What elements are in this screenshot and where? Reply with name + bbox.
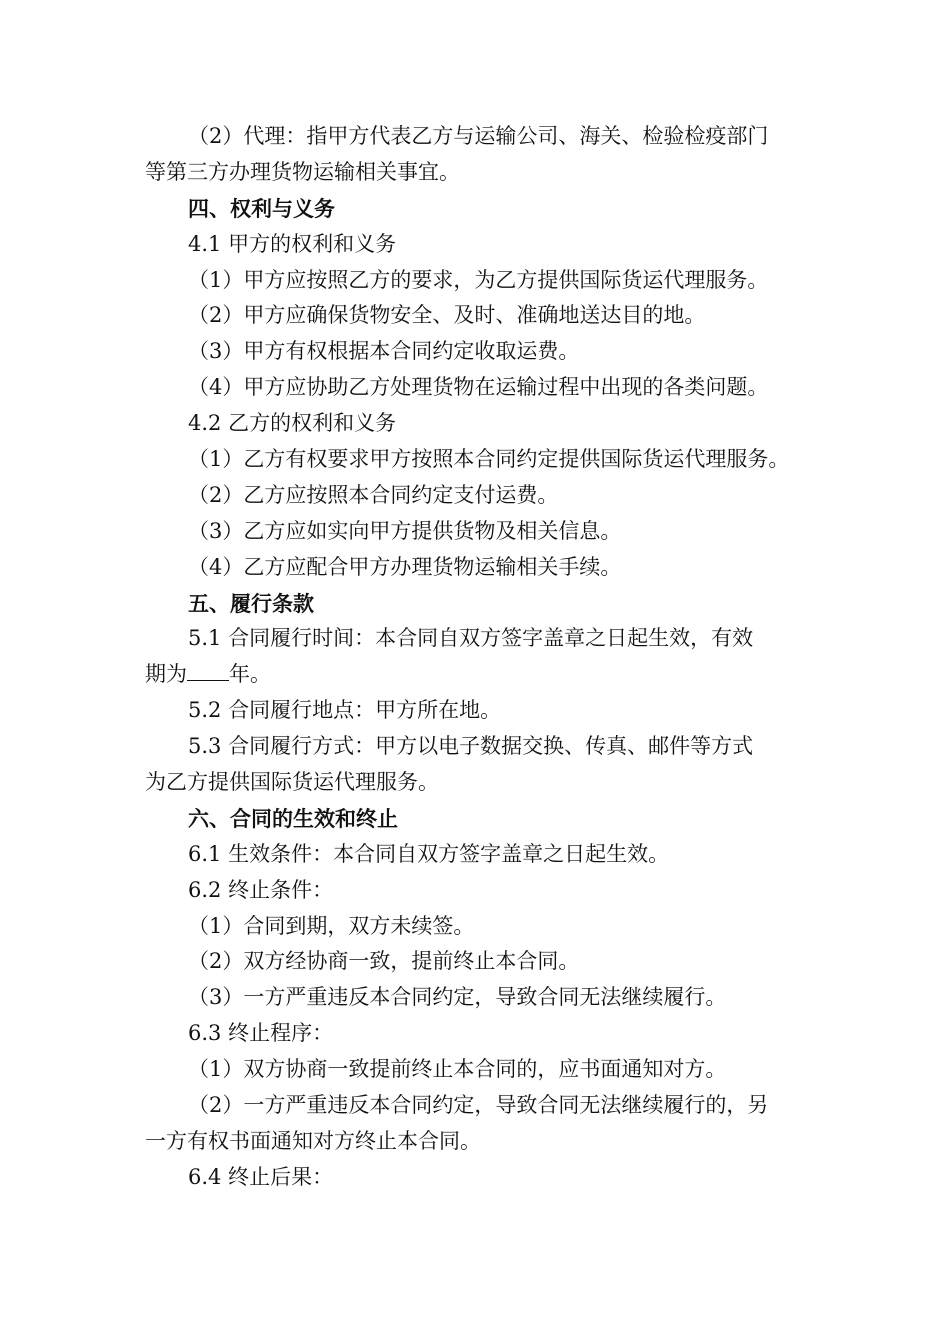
text-line: 5.3 合同履行方式：甲方以电子数据交换、传真、邮件等方式: [188, 734, 754, 759]
text-line: 等第三方办理货物运输相关事宜。: [145, 159, 460, 184]
section-heading-performance: 五、履行条款: [188, 590, 314, 616]
text-line: 5.1 合同履行时间：本合同自双方签字盖章之日起生效，有效: [188, 626, 754, 651]
text-line: （3）乙方应如实向甲方提供货物及相关信息。: [188, 518, 622, 543]
text-line: （1）甲方应按照乙方的要求，为乙方提供国际货运代理服务。: [188, 267, 769, 292]
text-line-with-blank: [145, 657, 815, 693]
text-line: （3）甲方有权根据本合同约定收取运费。: [188, 339, 580, 364]
text-line: 6.1 生效条件：本合同自双方签字盖章之日起生效。: [188, 841, 670, 866]
subsection-heading: 4.1 甲方的权利和义务: [188, 231, 397, 256]
text-line: （2）一方严重违反本合同约定，导致合同无法继续履行的，另: [188, 1093, 769, 1118]
text-line: （3）一方严重违反本合同约定，导致合同无法继续履行。: [188, 985, 727, 1010]
text-line: （2）乙方应按照本合同约定支付运费。: [188, 482, 559, 507]
section-heading-rights-obligations: 四、权利与义务: [188, 195, 335, 221]
text-line: 一方有权书面通知对方终止本合同。: [145, 1128, 481, 1153]
text-line: （4）乙方应配合甲方办理货物运输相关手续。: [188, 554, 622, 579]
text-line: （4）甲方应协助乙方处理货物在运输过程中出现的各类问题。: [188, 375, 769, 400]
document-body: [145, 119, 815, 1196]
text-line: （1）双方协商一致提前终止本合同的，应书面通知对方。: [188, 1057, 727, 1082]
text-line: （2）代理：指甲方代表乙方与运输公司、海关、检验检疫部门: [188, 124, 769, 148]
text-line: （1）合同到期，双方未续签。: [188, 913, 475, 938]
text-line: （2）甲方应确保货物安全、及时、准确地送达目的地。: [188, 303, 706, 328]
subsection-heading: 6.4 终止后果：: [188, 1164, 334, 1189]
text-line: （1）乙方有权要求甲方按照本合同约定提供国际货运代理服务。: [188, 447, 790, 472]
subsection-heading: 6.2 终止条件：: [188, 877, 334, 902]
subsection-heading: 6.3 终止程序：: [188, 1021, 334, 1046]
text-segment: 年。: [229, 662, 271, 687]
text-line: （2）双方经协商一致，提前终止本合同。: [188, 949, 580, 974]
fill-in-blank: [187, 660, 229, 681]
subsection-heading: 4.2 乙方的权利和义务: [188, 411, 397, 436]
text-segment: 期为: [145, 662, 187, 687]
text-line: 为乙方提供国际货运代理服务。: [145, 770, 439, 795]
section-heading-effect-termination: 六、合同的生效和终止: [188, 805, 398, 831]
text-line: 5.2 合同履行地点：甲方所在地。: [188, 698, 502, 723]
